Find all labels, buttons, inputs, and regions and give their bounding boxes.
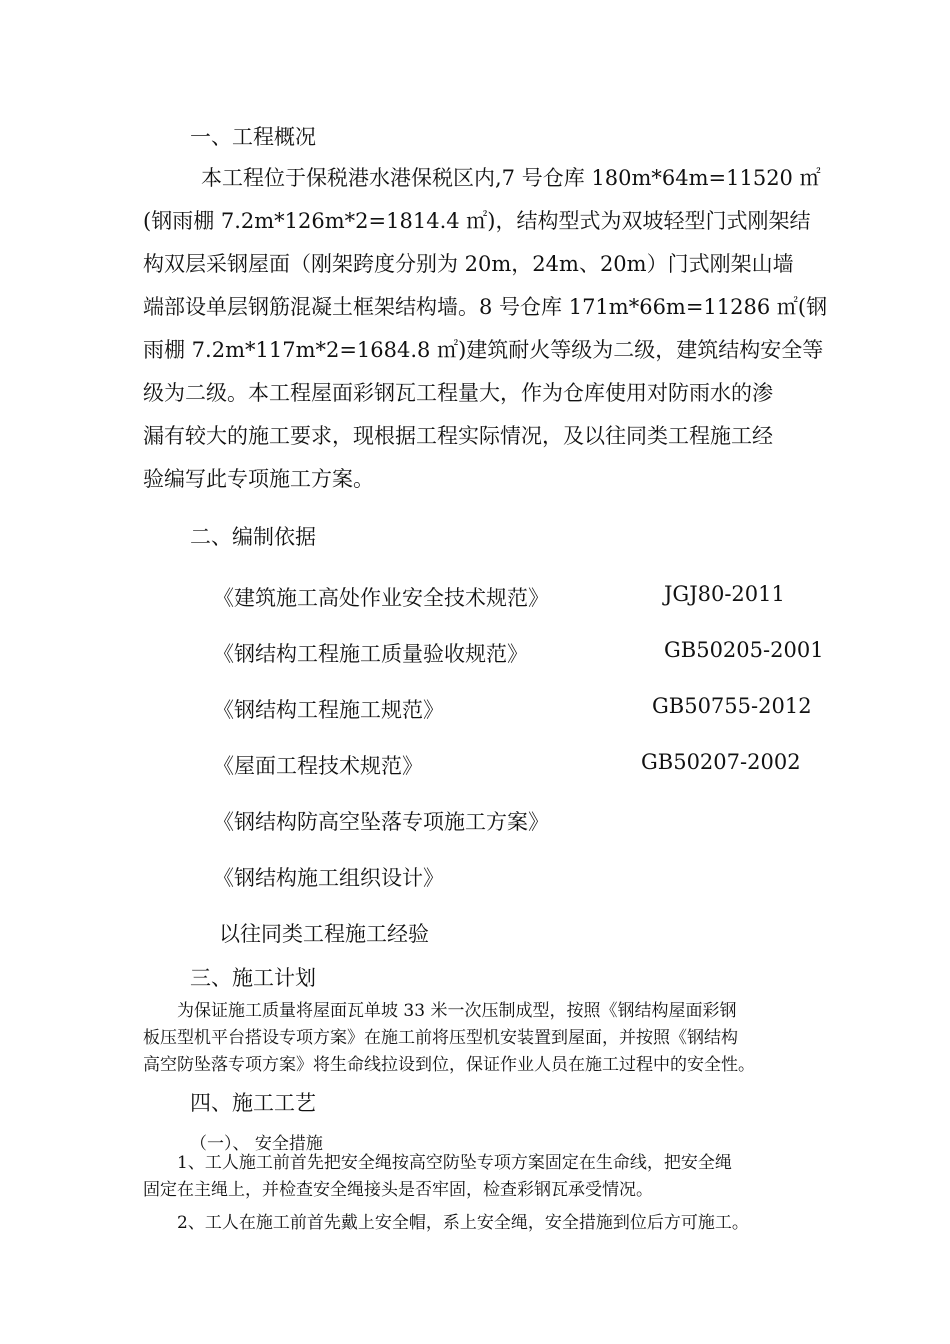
body-line: (钢雨棚 7.2m*126m*2=1814.4 ㎡)，结构型式为双坡轻型门式刚架结 — [143, 209, 811, 233]
experience-line: 以往同类工程施工经验 — [219, 922, 429, 946]
section-2-heading: 二、编制依据 — [190, 525, 316, 549]
body-line: 固定在主绳上，并检查安全绳接头是否牢固，检查彩钢瓦承受情况。 — [143, 1180, 653, 1200]
body-line: 漏有较大的施工要求，现根据工程实际情况，及以往同类工程施工经 — [143, 424, 773, 448]
section-1-heading: 一、工程概况 — [190, 125, 316, 149]
standard-code: GB50205-2001 — [664, 638, 824, 662]
section-4-heading: 四、施工工艺 — [190, 1091, 316, 1115]
body-line: 为保证施工质量将屋面瓦单坡 33 米一次压制成型，按照《钢结构屋面彩钢 — [177, 1001, 737, 1021]
body-line: 1、工人施工前首先把安全绳按高空防坠专项方案固定在生命线，把安全绳 — [177, 1153, 732, 1173]
section-4-item-1 — [143, 1150, 732, 1204]
body-line: 高空防坠落专项方案》将生命线拉设到位，保证作业人员在施工过程中的安全性。 — [143, 1055, 755, 1075]
body-line: 端部设单层钢筋混凝土框架结构墙。8 号仓库 171m*66m=11286 ㎡(钢 — [143, 295, 828, 319]
body-line: 板压型机平台搭设专项方案》在施工前将压型机安装置到屋面，并按照《钢结构 — [143, 1028, 738, 1048]
subsection-heading: （一）、 安全措施 — [190, 1134, 323, 1154]
body-line: 构双层采钢屋面（刚架跨度分别为 20m，24m、20m）门式刚架山墙 — [143, 252, 794, 276]
body-line: 验编写此专项施工方案。 — [143, 467, 374, 491]
section-3-body — [143, 998, 755, 1079]
standard-code: JGJ80-2011 — [664, 582, 785, 606]
standard-name: 《屋面工程技术规范》 — [213, 754, 423, 778]
body-line: 雨棚 7.2m*117m*2=1684.8 ㎡)建筑耐火等级为二级，建筑结构安全等 — [143, 338, 824, 362]
body-line: 级为二级。本工程屋面彩钢瓦工程量大，作为仓库使用对防雨水的渗 — [143, 381, 773, 405]
standard-name: 《钢结构工程施工质量验收规范》 — [213, 642, 528, 666]
section-4-item-2: 2、工人在施工前首先戴上安全帽，系上安全绳，安全措施到位后方可施工。 — [177, 1213, 749, 1233]
standard-name: 《钢结构防高空坠落专项施工方案》 — [213, 810, 549, 834]
standard-name: 《钢结构施工组织设计》 — [213, 866, 444, 890]
standard-code: GB50755-2012 — [652, 694, 812, 718]
standard-code: GB50207-2002 — [641, 750, 801, 774]
standard-name: 《钢结构工程施工规范》 — [213, 698, 444, 722]
section-1-body — [143, 157, 827, 501]
standard-name: 《建筑施工高处作业安全技术规范》 — [213, 586, 549, 610]
body-line: 本工程位于保税港水港保税区内,7 号仓库 180m*64m=11520 ㎡ — [201, 166, 821, 190]
section-3-heading: 三、施工计划 — [190, 966, 316, 990]
